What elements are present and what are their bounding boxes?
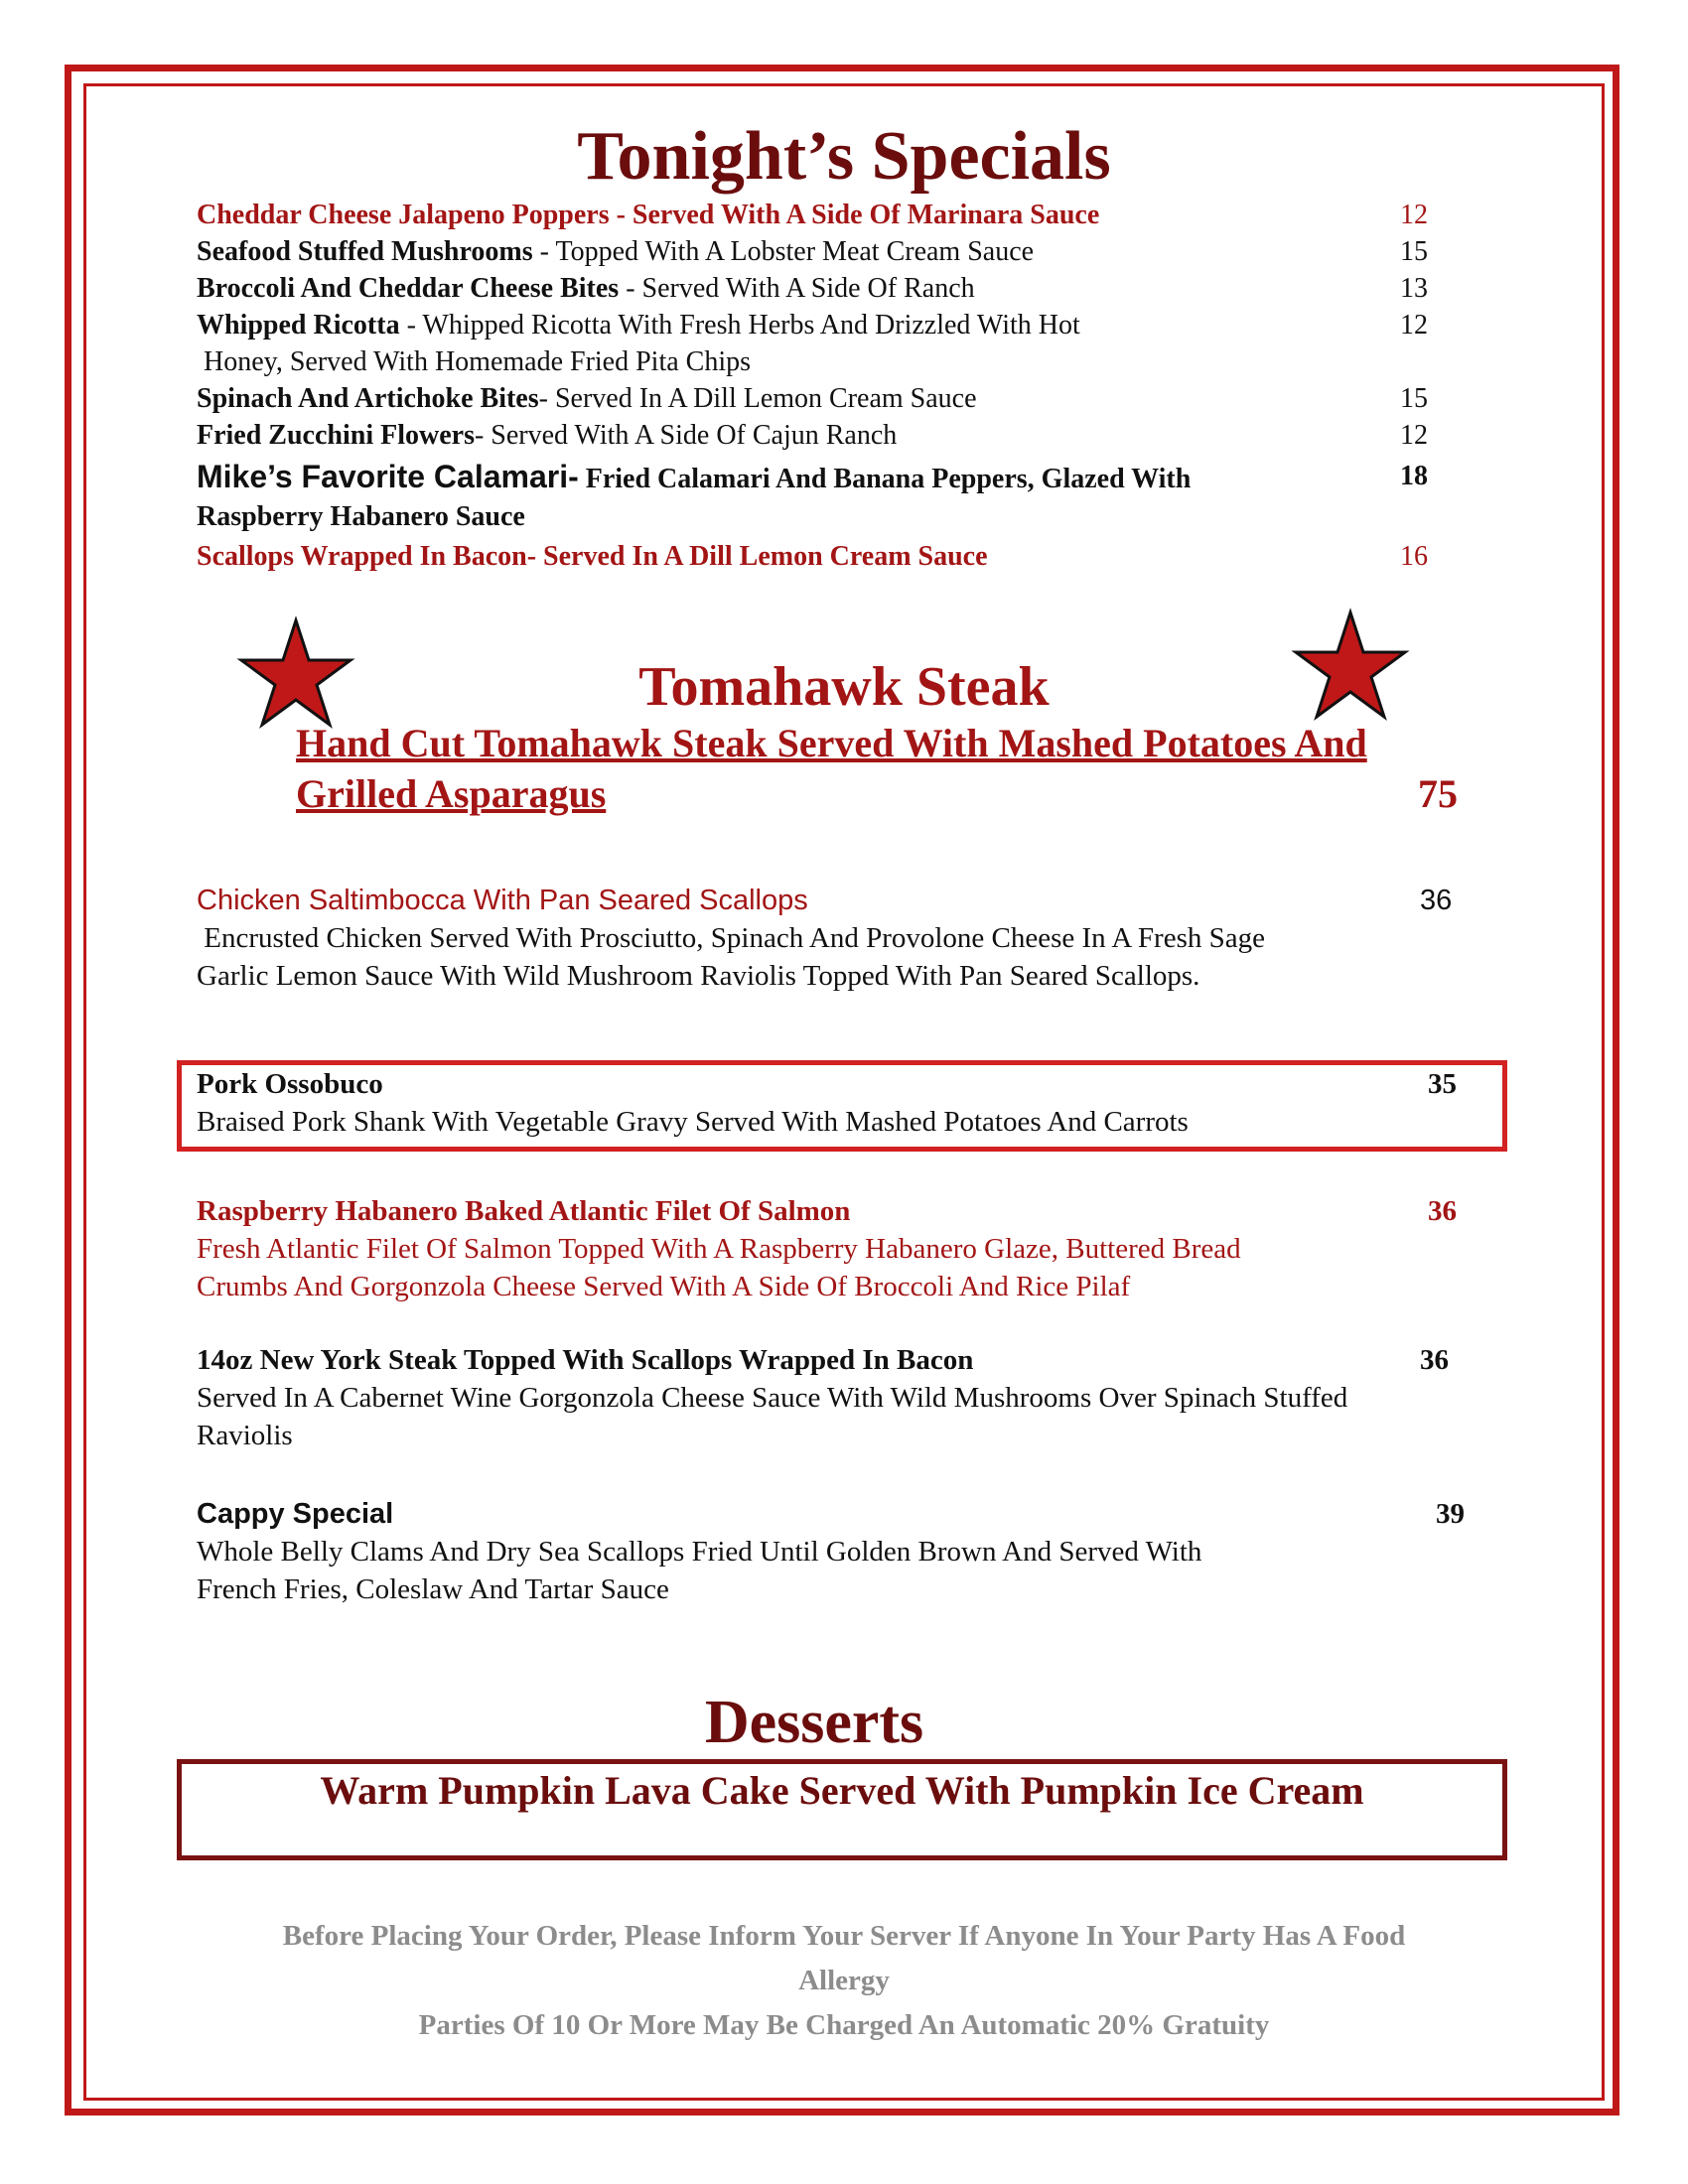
entree-price: 39 <box>1436 1498 1465 1530</box>
entree-price: 36 <box>1420 885 1453 916</box>
special-desc: - Served With A Side Of Ranch <box>619 273 975 304</box>
special-price: 12 <box>1400 420 1428 451</box>
special-desc: - Topped With A Lobster Meat Cream Sauce <box>532 236 1035 267</box>
special-name: Spinach And Artichoke Bites <box>197 383 539 414</box>
tomahawk-title: Tomahawk Steak <box>638 656 1050 718</box>
special-item <box>197 381 1428 417</box>
special-desc: Fried Calamari And Banana Peppers, Glazed With <box>578 464 1192 494</box>
special-name: Broccoli And Cheddar Cheese Bites <box>197 273 620 304</box>
dessert-item: Warm Pumpkin Lava Cake Served With Pumpkin Ice Cream <box>320 1768 1364 1813</box>
special-item <box>197 308 1428 343</box>
footer-allergy: Before Placing Your Order, Please Inform Your Server If Anyone In Your Party Has A Food <box>282 1920 1406 1952</box>
special-price: 18 <box>1400 461 1428 491</box>
special-name: Seafood Stuffed Mushrooms <box>197 236 533 267</box>
entree-desc: Crumbs And Gorgonzola Cheese Served With A Side Of Broccoli And Rice Pilaf <box>197 1271 1131 1302</box>
special-name: Whipped Ricotta <box>197 310 400 341</box>
special-item <box>197 198 1428 233</box>
special-desc-cont: Honey, Served With Homemade Fried Pita Chips <box>197 346 752 377</box>
special-desc: - Served With A Side Of Cajun Ranch <box>474 420 898 451</box>
entree-item <box>197 1065 1497 1141</box>
special-desc: - Served In A Dill Lemon Cream Sauce <box>538 383 977 414</box>
tomahawk-line1 <box>296 718 1487 768</box>
tomahawk-line1-text: Hand Cut Tomahawk Steak Served With Mashed Potatoes And <box>296 721 1367 765</box>
tomahawk-line2 <box>296 768 1487 819</box>
entree-desc: French Fries, Coleslaw And Tartar Sauce <box>197 1573 669 1605</box>
special-name: Cheddar Cheese Jalapeno Poppers - Served With A Side Of Marinara Sauce <box>197 200 1100 230</box>
entree-price: 35 <box>1428 1068 1457 1100</box>
entree-desc: Encrusted Chicken Served With Prosciutto, Spinach And Provolone Cheese In A Fresh Sage <box>197 922 1265 954</box>
special-item <box>197 459 1428 497</box>
entree-name: 14oz New York Steak Topped With Scallops Wrapped In Bacon <box>197 1344 974 1376</box>
entree-item <box>197 1495 1497 1608</box>
tomahawk-price: 75 <box>1418 771 1458 816</box>
entree-desc: Braised Pork Shank With Vegetable Gravy Served With Mashed Potatoes And Carrots <box>197 1106 1189 1138</box>
entree-name: Pork Ossobuco <box>197 1068 383 1100</box>
special-name: Scallops Wrapped In Bacon- Served In A Dill Lemon Cream Sauce <box>197 541 988 572</box>
entree-name: Chicken Saltimbocca With Pan Seared Scallops <box>197 885 808 916</box>
entree-price: 36 <box>1420 1344 1449 1376</box>
special-price: 15 <box>1400 236 1428 267</box>
special-item <box>197 271 1428 307</box>
special-item <box>197 539 1428 575</box>
special-price: 12 <box>1400 200 1428 230</box>
entree-desc: Fresh Atlantic Filet Of Salmon Topped With A Raspberry Habanero Glaze, Buttered Bread <box>197 1233 1241 1265</box>
entree-name: Raspberry Habanero Baked Atlantic Filet Of Salmon <box>197 1195 851 1227</box>
special-desc-cont: Raspberry Habanero Sauce <box>197 501 525 532</box>
entree-desc: Garlic Lemon Sauce With Wild Mushroom Raviolis Topped With Pan Seared Scallops. <box>197 960 1200 992</box>
tomahawk-line2-text: Grilled Asparagus <box>296 771 607 816</box>
special-item <box>197 418 1428 454</box>
entree-desc: Raviolis <box>197 1420 293 1451</box>
special-name: Fried Zucchini Flowers <box>197 420 475 451</box>
specials-title: Tonight’s Specials <box>577 118 1111 195</box>
special-price: 15 <box>1400 383 1428 414</box>
special-price: 16 <box>1400 541 1428 572</box>
special-item <box>197 234 1428 270</box>
entree-item <box>197 882 1497 995</box>
footer-gratuity: Parties Of 10 Or More May Be Charged An Automatic 20% Gratuity <box>418 2009 1270 2041</box>
entree-price: 36 <box>1428 1195 1457 1227</box>
entree-item <box>197 1192 1497 1305</box>
entree-desc: Served In A Cabernet Wine Gorgonzola Cheese Sauce With Wild Mushrooms Over Spinach Stuffed <box>197 1382 1348 1414</box>
special-price: 13 <box>1400 273 1428 304</box>
footer-allergy-cont: Allergy <box>798 1965 890 1996</box>
special-desc: - Whipped Ricotta With Fresh Herbs And Drizzled With Hot <box>399 310 1080 341</box>
entree-desc: Whole Belly Clams And Dry Sea Scallops Fried Until Golden Brown And Served With <box>197 1536 1202 1568</box>
entree-name: Cappy Special <box>197 1498 394 1530</box>
special-price: 12 <box>1400 310 1428 341</box>
desserts-title: Desserts <box>704 1689 924 1756</box>
entree-item <box>197 1341 1497 1454</box>
special-name: Mike’s Favorite Calamari- <box>197 459 579 494</box>
